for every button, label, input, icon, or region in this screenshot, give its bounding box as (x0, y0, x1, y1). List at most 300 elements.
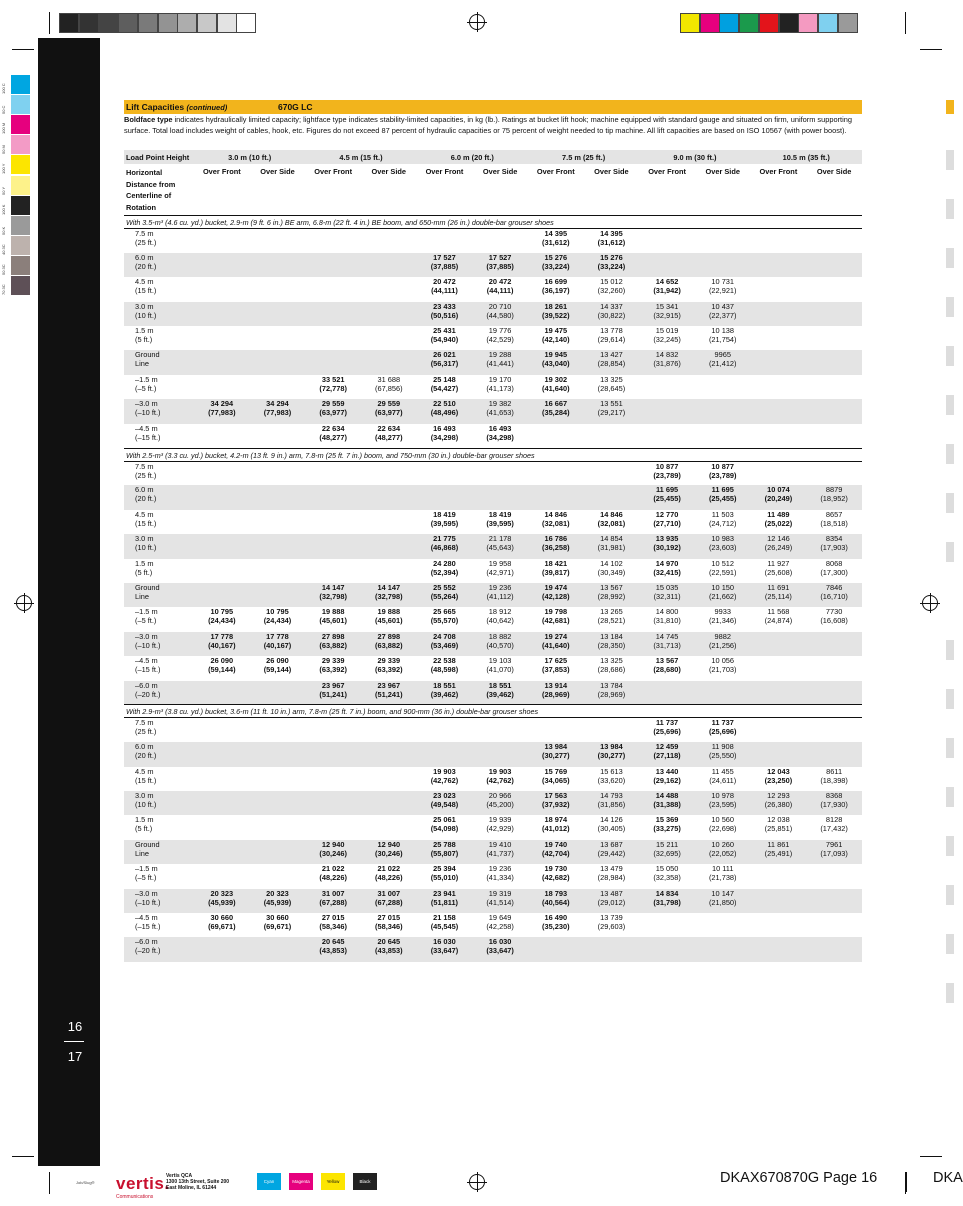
capacity-lb: (31,798) (653, 897, 681, 907)
load-point-line: (5 ft.) (135, 335, 153, 345)
capacity-kg: 11 691 (767, 582, 790, 592)
capacity-cell (305, 718, 361, 742)
capacity-lb: (40,642) (486, 616, 514, 626)
capacity-cell (194, 791, 250, 815)
load-point-line: Line (135, 591, 149, 601)
capacity-cell (305, 607, 361, 631)
capacity-cell (472, 681, 528, 705)
load-point-line: 6.0 m (135, 742, 154, 752)
capacity-cell (695, 840, 751, 864)
capacity-lb: (42,971) (486, 567, 514, 577)
capacity-kg: 8611 (826, 766, 843, 776)
capacity-cell (417, 583, 473, 607)
capacity-lb: (32,415) (653, 567, 681, 577)
over-front-header: Over Front (425, 167, 464, 176)
capacity-lb: (77,983) (263, 408, 292, 418)
capacity-cell (806, 742, 862, 766)
capacity-cell (695, 461, 751, 485)
ink-chip: Magenta (289, 1173, 313, 1190)
capacity-kg: 19 958 (488, 558, 512, 568)
capacity-lb: (45,601) (319, 616, 347, 626)
load-point-height (124, 889, 194, 913)
over-side-header: Over Side (705, 167, 740, 176)
capacity-lb: (45,601) (375, 616, 403, 626)
load-point-line: (25 ft.) (135, 238, 157, 247)
capacity-kg: 13 551 (600, 399, 623, 409)
capacity-lb: (18,952) (820, 494, 848, 504)
capacity-cell (806, 815, 862, 839)
capacity-lb: (45,545) (430, 922, 459, 932)
capacity-lb: (25,455) (708, 494, 737, 504)
capacity-kg: 13 440 (655, 766, 679, 776)
table-row (124, 889, 862, 913)
capacity-lb: (39,595) (430, 518, 459, 528)
capacity-lb: (24,434) (208, 616, 236, 626)
capacity-cell (417, 791, 473, 815)
over-side-header: Over Side (371, 167, 407, 176)
capacity-cell (194, 656, 250, 680)
capacity-cell (806, 559, 862, 583)
load-point-height (124, 277, 194, 301)
crop-mark (920, 49, 942, 50)
load-point-line: (10 ft.) (135, 800, 157, 810)
capacity-lb: (30,405) (597, 824, 626, 834)
load-point-line: –1.5 m (135, 864, 158, 874)
capacity-lb: (33,224) (542, 261, 570, 271)
capacity-cell (695, 632, 751, 656)
capacity-lb: (32,358) (653, 873, 681, 883)
capacity-cell (806, 510, 862, 534)
capacity-cell (639, 681, 695, 705)
capacity-kg: 34 294 (210, 399, 234, 409)
capacity-cell (361, 559, 417, 583)
capacity-cell (584, 253, 640, 277)
capacity-lb: (63,882) (375, 640, 403, 650)
capacity-cell (194, 461, 250, 485)
side-chip-label: 50 Y (1, 186, 6, 195)
capacity-lb: (31,981) (597, 543, 626, 553)
capacity-kg: 29 559 (321, 399, 345, 409)
capacity-cell (305, 583, 361, 607)
capacity-cell (751, 913, 807, 937)
crop-mark (49, 1172, 50, 1194)
capacity-kg: 24 708 (433, 631, 456, 641)
capacity-kg: 19 776 (488, 326, 512, 336)
load-point-height (124, 229, 194, 253)
capacity-cell (417, 485, 473, 509)
capacity-kg: 31 007 (377, 888, 401, 898)
capacity-kg: 12 038 (767, 815, 790, 825)
load-point-height (124, 485, 194, 509)
capacity-kg: 10 056 (711, 656, 735, 666)
capacity-cell (361, 424, 417, 448)
capacity-cell (194, 375, 250, 399)
capacity-cell (639, 399, 695, 423)
capacity-kg: 19 170 (488, 374, 512, 384)
load-point-height (124, 742, 194, 766)
capacity-lb: (41,441) (486, 359, 514, 369)
capacity-lb: (31,876) (653, 359, 681, 369)
load-point-line: (15 ft.) (135, 518, 157, 528)
height-header: 10.5 m (35 ft.) (751, 150, 862, 164)
capacity-cell (417, 350, 473, 374)
capacity-lb: (30,822) (597, 310, 626, 320)
capacity-cell (584, 277, 640, 301)
capacity-kg: 23 023 (433, 791, 456, 801)
capacity-cell (472, 583, 528, 607)
capacity-cell (528, 840, 584, 864)
capacity-cell (194, 742, 250, 766)
capacity-lb: (48,598) (430, 665, 459, 675)
capacity-cell (250, 583, 306, 607)
capacity-cell (305, 815, 361, 839)
capacity-lb: (30,246) (375, 848, 403, 858)
address-line: Vertis QCA (166, 1173, 193, 1179)
capacity-lb: (43,853) (319, 946, 347, 956)
capacity-kg: 13 479 (600, 864, 623, 874)
load-point-height (124, 350, 194, 374)
load-point-line: 6.0 m (135, 485, 154, 495)
capacity-lb: (32,798) (375, 591, 403, 601)
capacity-lb: (22,377) (708, 310, 737, 320)
capacity-lb: (45,939) (208, 897, 236, 907)
side-color-chip (11, 115, 30, 134)
capacity-kg: 10 147 (711, 888, 735, 898)
capacity-cell (751, 399, 807, 423)
capacity-cell (194, 399, 250, 423)
load-point-line: 1.5 m (135, 815, 154, 825)
side-color-chip (11, 236, 30, 255)
gray-swatch (118, 13, 138, 33)
capacity-kg: 14 800 (655, 607, 679, 617)
configuration-title: With 3.5-m³ (4.6 cu. yd.) bucket, 2.9-m (9 ft. 6 in.) BE arm, 6.8-m (22 ft. 4 in.) BE boom, and 650-mm (26 in.) double-bar grouser shoes (124, 216, 862, 229)
over-front-header: Over Front (314, 167, 353, 176)
capacity-lb: (32,245) (653, 335, 681, 345)
capacity-kg: 21 022 (377, 864, 401, 874)
capacity-lb: (31,942) (653, 286, 681, 296)
table-row (124, 277, 862, 301)
capacity-kg: 20 472 (433, 277, 456, 287)
load-point-line: (25 ft.) (135, 470, 157, 480)
capacity-kg: 16 030 (488, 937, 512, 947)
table-row (124, 632, 862, 656)
capacity-cell (250, 350, 306, 374)
capacity-lb: (50,516) (430, 310, 459, 320)
capacity-lb: (23,595) (708, 800, 737, 810)
load-point-line: (–10 ft.) (135, 640, 161, 650)
capacity-kg: 18 419 (488, 509, 512, 519)
capacity-cell (806, 485, 862, 509)
load-point-line: –3.0 m (135, 399, 158, 409)
table-row (124, 534, 862, 558)
side-chip-label: 50 3C (1, 264, 6, 275)
capacity-cell (528, 937, 584, 961)
capacity-cell (361, 864, 417, 888)
load-point-line: (10 ft.) (135, 310, 157, 320)
capacity-cell (250, 229, 306, 253)
capacity-cell (806, 718, 862, 742)
gray-swatch (98, 13, 118, 33)
load-point-height (124, 534, 194, 558)
capacity-kg: 19 939 (488, 815, 512, 825)
load-point-height (124, 864, 194, 888)
capacity-lb: (28,350) (597, 640, 626, 650)
load-point-line: (10 ft.) (135, 543, 157, 553)
capacity-kg: 25 431 (433, 326, 456, 336)
color-swatch (838, 13, 858, 33)
capacity-kg: 22 510 (433, 399, 456, 409)
capacity-lb: (44,111) (431, 286, 458, 296)
capacity-cell (528, 253, 584, 277)
capacity-cell (806, 277, 862, 301)
capacity-cell (584, 840, 640, 864)
capacity-cell (250, 326, 306, 350)
side-chip-label: 100 Y (1, 164, 6, 175)
capacity-cell (361, 681, 417, 705)
height-header: 7.5 m (25 ft.) (528, 150, 639, 164)
printer-address (166, 1173, 229, 1191)
capacity-cell (751, 937, 807, 961)
table-row (124, 461, 862, 485)
capacity-kg: 12 146 (767, 534, 790, 544)
capacity-lb: (28,854) (597, 359, 626, 369)
load-point-line: (–15 ft.) (135, 922, 161, 932)
capacity-cell (639, 791, 695, 815)
capacity-kg: 25 061 (433, 815, 456, 825)
load-point-line: –1.5 m (135, 607, 158, 617)
table-row (124, 559, 862, 583)
side-color-chip (11, 135, 30, 154)
capacity-cell (528, 350, 584, 374)
capacity-kg: 13 739 (600, 913, 623, 923)
capacity-cell (305, 889, 361, 913)
divider (906, 1172, 907, 1192)
capacity-cell (250, 375, 306, 399)
capacity-kg: 16 786 (544, 534, 568, 544)
capacity-cell (472, 864, 528, 888)
capacity-lb: (44,111) (486, 286, 514, 296)
capacity-kg: 10 150 (711, 582, 735, 592)
capacity-cell (806, 399, 862, 423)
capacity-cell (695, 510, 751, 534)
capacity-cell (194, 510, 250, 534)
capacity-cell (250, 424, 306, 448)
capacity-cell (417, 399, 473, 423)
capacity-cell (751, 375, 807, 399)
capacity-kg: 19 730 (544, 864, 568, 874)
capacity-cell (250, 681, 306, 705)
capacity-cell (751, 277, 807, 301)
capacity-cell (695, 742, 751, 766)
capacity-cell (584, 583, 640, 607)
capacity-cell (472, 485, 528, 509)
capacity-kg: 9933 (714, 607, 731, 617)
capacity-kg: 13 984 (544, 742, 568, 752)
capacity-cell (695, 326, 751, 350)
capacity-cell (194, 767, 250, 791)
capacity-kg: 19 888 (377, 607, 401, 617)
capacity-cell (194, 937, 250, 961)
page-spine-bar (38, 38, 100, 1166)
capacity-cell (639, 840, 695, 864)
capacity-cell (639, 375, 695, 399)
capacity-kg: 13 325 (600, 656, 623, 666)
capacity-cell (584, 510, 640, 534)
capacity-lb: (36,197) (542, 286, 570, 296)
capacity-cell (584, 534, 640, 558)
capacity-cell (250, 767, 306, 791)
capacity-lb: (42,682) (542, 873, 570, 883)
lift-capacity-table (124, 150, 862, 962)
capacity-cell (472, 375, 528, 399)
capacity-lb: (17,903) (820, 543, 848, 553)
capacity-cell (639, 656, 695, 680)
capacity-kg: 21 178 (488, 534, 512, 544)
capacity-cell (584, 681, 640, 705)
capacity-cell (305, 559, 361, 583)
load-point-line: (–15 ft.) (135, 432, 161, 442)
capacity-lb: (42,762) (486, 775, 514, 785)
capacity-kg: 15 211 (656, 839, 679, 849)
capacity-lb: (41,112) (486, 591, 514, 601)
capacity-lb: (24,712) (708, 518, 737, 528)
capacity-lb: (45,200) (486, 800, 514, 810)
capacity-cell (250, 864, 306, 888)
capacity-lb: (31,713) (653, 640, 681, 650)
capacity-cell (417, 718, 473, 742)
capacity-lb: (33,275) (653, 824, 681, 834)
capacity-cell (417, 656, 473, 680)
capacity-kg: 18 551 (433, 680, 456, 690)
capacity-kg: 25 665 (433, 607, 456, 617)
capacity-lb: (28,984) (597, 873, 626, 883)
load-point-line: 7.5 m (135, 461, 154, 471)
capacity-kg: 10 983 (711, 534, 735, 544)
capacity-cell (361, 510, 417, 534)
capacity-kg: 17 778 (210, 631, 234, 641)
capacity-lb: (26,249) (764, 543, 793, 553)
capacity-lb: (63,977) (375, 408, 403, 418)
over-front-header: Over Front (536, 167, 575, 176)
capacity-lb: (42,762) (430, 775, 459, 785)
capacity-cell (305, 302, 361, 326)
page-number-divider (64, 1041, 84, 1042)
load-point-height (124, 583, 194, 607)
capacity-lb: (39,595) (486, 518, 514, 528)
capacity-cell (751, 889, 807, 913)
capacity-cell (528, 399, 584, 423)
capacity-cell (417, 937, 473, 961)
capacity-kg: 18 974 (544, 815, 568, 825)
capacity-kg: 16 493 (488, 423, 512, 433)
capacity-cell (639, 583, 695, 607)
table-row (124, 681, 862, 705)
capacity-lb: (21,754) (708, 335, 737, 345)
lift-capacity-body (124, 216, 862, 962)
capacity-cell (305, 767, 361, 791)
capacity-cell (361, 302, 417, 326)
capacity-kg: 25 394 (433, 864, 456, 874)
capacity-kg: 19 888 (321, 607, 345, 617)
capacity-lb: (42,258) (486, 922, 514, 932)
capacity-cell (528, 791, 584, 815)
capacity-lb: (54,427) (430, 383, 459, 393)
capacity-kg: 30 660 (210, 913, 234, 923)
capacity-lb: (17,093) (820, 848, 848, 858)
capacity-lb: (25,550) (708, 751, 737, 761)
capacity-cell (584, 375, 640, 399)
capacity-cell (361, 632, 417, 656)
capacity-cell (250, 607, 306, 631)
capacity-kg: 8657 (825, 509, 843, 519)
capacity-kg: 10 111 (711, 864, 734, 874)
capacity-lb: (25,455) (653, 494, 681, 504)
capacity-kg: 34 294 (266, 399, 289, 409)
capacity-kg: 11 455 (711, 766, 734, 776)
table-row (124, 656, 862, 680)
capacity-kg: 23 967 (377, 680, 401, 690)
capacity-lb: (58,346) (375, 922, 403, 932)
capacity-lb: (21,738) (708, 873, 737, 883)
crop-mark (12, 1156, 34, 1157)
load-point-line: –3.0 m (135, 888, 158, 898)
capacity-lb: (42,140) (542, 335, 570, 345)
load-point-line: –1.5 m (135, 374, 158, 384)
capacity-kg: 13 487 (600, 888, 623, 898)
capacity-kg: 10 260 (711, 839, 735, 849)
capacity-cell (806, 326, 862, 350)
capacity-kg: 18 419 (433, 509, 456, 519)
capacity-lb: (26,380) (764, 800, 793, 810)
capacity-cell (751, 485, 807, 509)
capacity-cell (305, 656, 361, 680)
table-row (124, 326, 862, 350)
capacity-cell (806, 583, 862, 607)
load-point-height (124, 461, 194, 485)
capacity-kg: 31 007 (321, 888, 345, 898)
load-point-height (124, 399, 194, 423)
capacity-lb: (40,167) (208, 640, 236, 650)
capacity-cell (806, 534, 862, 558)
load-point-line: (20 ft.) (135, 261, 157, 271)
capacity-lb: (63,882) (319, 640, 347, 650)
side-chip-label: 100 M (1, 123, 6, 135)
capacity-kg: 19 475 (544, 326, 568, 336)
load-point-height (124, 656, 194, 680)
capacity-cell (472, 742, 528, 766)
capacity-lb: (22,698) (708, 824, 737, 834)
capacity-cell (751, 461, 807, 485)
configuration-title: With 2.9-m³ (3.8 cu. yd.) bucket, 3.6-m (11 ft. 10 in.) arm, 7.8-m (25 ft. 7 in.) boom, and 900-mm (36 in.) double-bar grouser shoes (124, 705, 862, 718)
capacity-cell (194, 889, 250, 913)
capacity-cell (584, 791, 640, 815)
capacity-lb: (22,052) (708, 848, 737, 858)
capacity-cell (528, 864, 584, 888)
capacity-lb: (30,246) (319, 848, 347, 858)
capacity-cell (361, 742, 417, 766)
capacity-cell (361, 815, 417, 839)
capacity-kg: 17 527 (488, 252, 512, 262)
capacity-cell (695, 815, 751, 839)
capacity-lb: (55,264) (430, 591, 459, 601)
capacity-lb: (55,010) (430, 873, 459, 883)
capacity-lb: (63,977) (319, 408, 347, 418)
capacity-cell (695, 375, 751, 399)
capacity-lb: (48,277) (319, 432, 347, 442)
capacity-lb: (39,462) (430, 689, 459, 699)
load-point-line: (–10 ft.) (135, 897, 161, 907)
capacity-kg: 18 551 (488, 680, 512, 690)
